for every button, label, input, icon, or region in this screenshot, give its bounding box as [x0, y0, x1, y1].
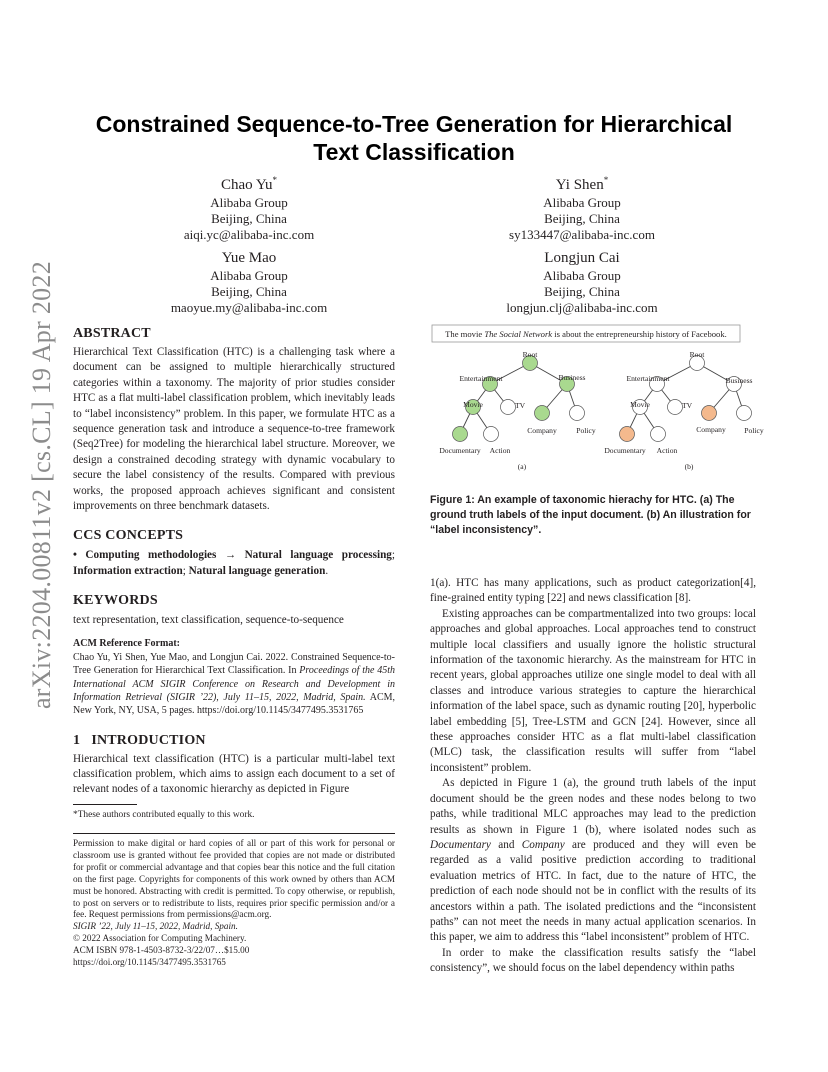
- ccs-item: Natural language generation: [188, 564, 326, 577]
- author-email: sy133447@alibaba-inc.com: [509, 227, 655, 242]
- section-number: 1: [73, 732, 81, 748]
- tree-a: [439, 350, 596, 471]
- label-business: Business: [558, 373, 586, 382]
- ccs-item: Information extraction: [73, 564, 183, 577]
- label-policy: Policy: [576, 426, 596, 435]
- paragraph: Existing approaches can be compartmentalized into two groups: local approaches and global approaches. Local approaches tend to construct multiple local classifiers and usually ignore the holistic structural information of the taxonomic hierarchy. As the mainstream for HTC in recent years, global approaches utilize one single model to deal with all classes and introduce various strategies to capture the hierarchical information of the label space, such as dynamic routing [20], hyperbolic label embedding [5], Tree-LSTM and GCN [24]. However, since all these approaches consider HTC as a flat multi-label classification (MLC) task, the classification results will suffer from “label inconsistent” problem.: [430, 607, 756, 774]
- author-name: Chao Yu: [220, 177, 273, 193]
- reference-heading: ACM Reference Format:: [73, 637, 180, 649]
- keywords-heading: KEYWORDS: [73, 593, 158, 609]
- author-name: Yi Shen: [555, 177, 604, 193]
- label-company: Company: [527, 426, 557, 435]
- label-documentary: Documentary: [439, 446, 481, 455]
- author-location: Beijing, China: [544, 284, 620, 299]
- ccs-heading: CCS CONCEPTS: [73, 528, 184, 544]
- node-documentary: [620, 427, 635, 442]
- author-mark: *: [272, 175, 278, 185]
- node-tv: [668, 400, 683, 415]
- node-action: [651, 427, 666, 442]
- paper-title: [70, 110, 758, 166]
- author-affiliation: Alibaba Group: [210, 195, 288, 210]
- reference-text: [73, 651, 395, 717]
- label-entertainment: Entertainment: [459, 374, 503, 383]
- arxiv-identifier: [22, 260, 62, 710]
- node-policy: [570, 406, 585, 421]
- node-documentary: [453, 427, 468, 442]
- abstract-text: Hierarchical Text Classification (HTC) is a challenging task where a document can be assigned to multiple hierarchically structured categories within a taxonomy. The majority of prior studies consider HTC as a flat multi-label classification problem, which inevitably leads to “label inconsistency” problem. In this paper, we formulate HTC as a sequence generation task and introduce a sequence-to-tree framework (Seq2Tree) for modeling the hierarchical label structure. Moreover, we design a constrained decoding strategy with dynamic vocabulary to secure the label consistency of the results. Compared with previous works, the proposed approach achieves significant and consistent improvements on three benchmark datasets.: [73, 346, 395, 513]
- intro-text: Hierarchical text classification (HTC) is a particular multi-label text classification problem, which aims to assign each document to a set of relevant nodes of a taxonomic hierarchy as depicted in Figure: [73, 752, 395, 796]
- ccs-item: Computing methodologies: [85, 549, 217, 562]
- right-column: [430, 576, 756, 977]
- label-root: Root: [689, 350, 705, 359]
- title-line-2: Text Classification: [313, 139, 515, 165]
- paragraph: In order to make the classification results satisfy the “label consistency”, we should focus on the label dependency within paths: [430, 946, 756, 975]
- author-location: Beijing, China: [211, 211, 287, 226]
- ccs-bullet: •: [73, 549, 77, 562]
- node-company: [535, 406, 550, 421]
- node-policy: [737, 406, 752, 421]
- input-sentence: The movie The Social Network is about the entrepreneurship history of Facebook.: [445, 329, 727, 339]
- author-location: Beijing, China: [544, 211, 620, 226]
- author-email: longjun.clj@alibaba-inc.com: [506, 300, 658, 315]
- label-policy: Policy: [744, 426, 764, 435]
- doi-line: https://doi.org/10.1145/3477495.3531765: [73, 957, 226, 968]
- author-email: aiqi.yc@alibaba-inc.com: [183, 227, 315, 242]
- author-mark: *: [603, 175, 609, 185]
- abstract-heading: ABSTRACT: [73, 326, 151, 341]
- text-run: As depicted in Figure 1 (a), the ground truth labels of the input document should be the green nodes and these nodes belong to two paths, while traditional MLC approaches may lead to the prediction results as shown in Figure 1 (b), where isolated nodes such as: [430, 777, 756, 836]
- label-entertainment: Entertainment: [626, 374, 670, 383]
- author-name: Longjun Cai: [544, 250, 620, 266]
- author-block: [134, 170, 364, 243]
- node-company: [702, 406, 717, 421]
- reference-venue: Proceedings of the 45th International ACM SIGIR Conference on Research and Development in Information Retrieval (SIGIR ’22), July 11–15, 2022, Madrid, Spain.: [73, 665, 396, 703]
- title-line-1: Constrained Sequence-to-Tree Generation for Hierarchical: [95, 111, 733, 137]
- author-email: maoyue.my@alibaba-inc.com: [170, 300, 328, 315]
- text-run: are produced and they will even be regarded as a valid positive prediction according to traditional evaluation metrics of HTC. In fact, due to the nature of HTC, the prediction of each node should not be in conflict with the results of its ancestors within a path. The isolated predictions and the “inconsistent paths” can not meet the needs in many actual application scenarios. In this paper, we aim to address this “label inconsistent” problem of HTC.: [430, 838, 757, 944]
- footnote-rule: [73, 804, 137, 805]
- paragraph: [430, 776, 756, 945]
- ccs-arrow: →: [216, 549, 245, 562]
- tree-b: [604, 350, 764, 471]
- section-title: INTRODUCTION: [91, 732, 206, 748]
- figure-1: [430, 323, 764, 475]
- node-tv: [501, 400, 516, 415]
- left-column: [73, 325, 395, 798]
- label-action: Action: [489, 446, 511, 455]
- node-action: [484, 427, 499, 442]
- permission-block: [73, 838, 395, 969]
- ccs-item: Natural language processing: [244, 549, 392, 562]
- label-business: Business: [725, 376, 753, 385]
- subfigure-label-b: (b): [684, 462, 694, 471]
- label-tv: TV: [514, 401, 526, 410]
- ccs-end: .: [325, 564, 329, 577]
- author-block: [134, 248, 364, 316]
- reference-part: ACM, New York, NY, USA, 5 pages. https://doi.org/10.1145/3477495.3531765: [73, 691, 396, 717]
- author-block: [467, 248, 697, 316]
- label-documentary: Documentary: [604, 446, 646, 455]
- ccs-separator: ;: [391, 549, 395, 562]
- author-affiliation: Alibaba Group: [543, 195, 621, 210]
- author-block: [467, 170, 697, 243]
- permission-venue: SIGIR ’22, July 11–15, 2022, Madrid, Spain.: [73, 921, 238, 932]
- permission-text: Permission to make digital or hard copies of all or part of this work for personal or classroom use is granted without fee provided that copies are not made or distributed for profit or commercial advantage and that copies bear this notice and the full citation on the first page. Copyrights for components of this work owned by others than ACM must be honored. Abstracting with credit is permitted. To copy otherwise, or republish, to post on servers or to redistribute to lists, requires prior specific permission and/or a fee. Request permissions from permissions@acm.org.: [73, 838, 395, 920]
- isbn-line: ACM ISBN 978-1-4503-8732-3/22/07…$15.00: [73, 945, 250, 956]
- ccs-concepts: [73, 548, 395, 579]
- author-affiliation: Alibaba Group: [543, 268, 621, 283]
- figure-caption: Figure 1: An example of taxonomic hierachy for HTC. (a) The ground truth labels of the input document. (b) An illustration for “label inconsistency”.: [430, 494, 751, 536]
- label-root: Root: [522, 350, 538, 359]
- text-run: and: [490, 838, 522, 851]
- paragraph: 1(a). HTC has many applications, such as product categorization[4], fine-grained entity typing [22] and news classification [8].: [430, 577, 756, 605]
- permission-rule: [73, 833, 395, 834]
- label-company: Company: [696, 425, 726, 434]
- ccs-separator: ;: [182, 564, 189, 577]
- italic-term: Company: [521, 838, 565, 851]
- author-affiliation: Alibaba Group: [210, 268, 288, 283]
- subfigure-label-a: (a): [517, 462, 527, 471]
- taxonomy-diagram: [430, 323, 764, 475]
- label-tv: TV: [681, 401, 693, 410]
- reference-part: Chao Yu, Yi Shen, Yue Mao, and Longjun Cai. 2022. Constrained Sequence-to-Tree Generation for Hierarchical Text Classification. In: [73, 652, 395, 677]
- author-location: Beijing, China: [211, 284, 287, 299]
- label-movie: Movie: [630, 400, 650, 409]
- label-movie: Movie: [463, 400, 483, 409]
- italic-term: Documentary: [430, 838, 491, 851]
- author-name: Yue Mao: [221, 250, 277, 266]
- footnote: *These authors contributed equally to this work.: [73, 810, 255, 820]
- intro-heading: [73, 732, 395, 750]
- copyright-line: © 2022 Association for Computing Machinery.: [73, 933, 247, 944]
- label-action: Action: [656, 446, 678, 455]
- arxiv-id-text: arXiv:2204.00811v2 [cs.CL] 19 Apr 2022: [27, 260, 56, 710]
- keywords-text: text representation, text classification, sequence-to-sequence: [73, 614, 344, 627]
